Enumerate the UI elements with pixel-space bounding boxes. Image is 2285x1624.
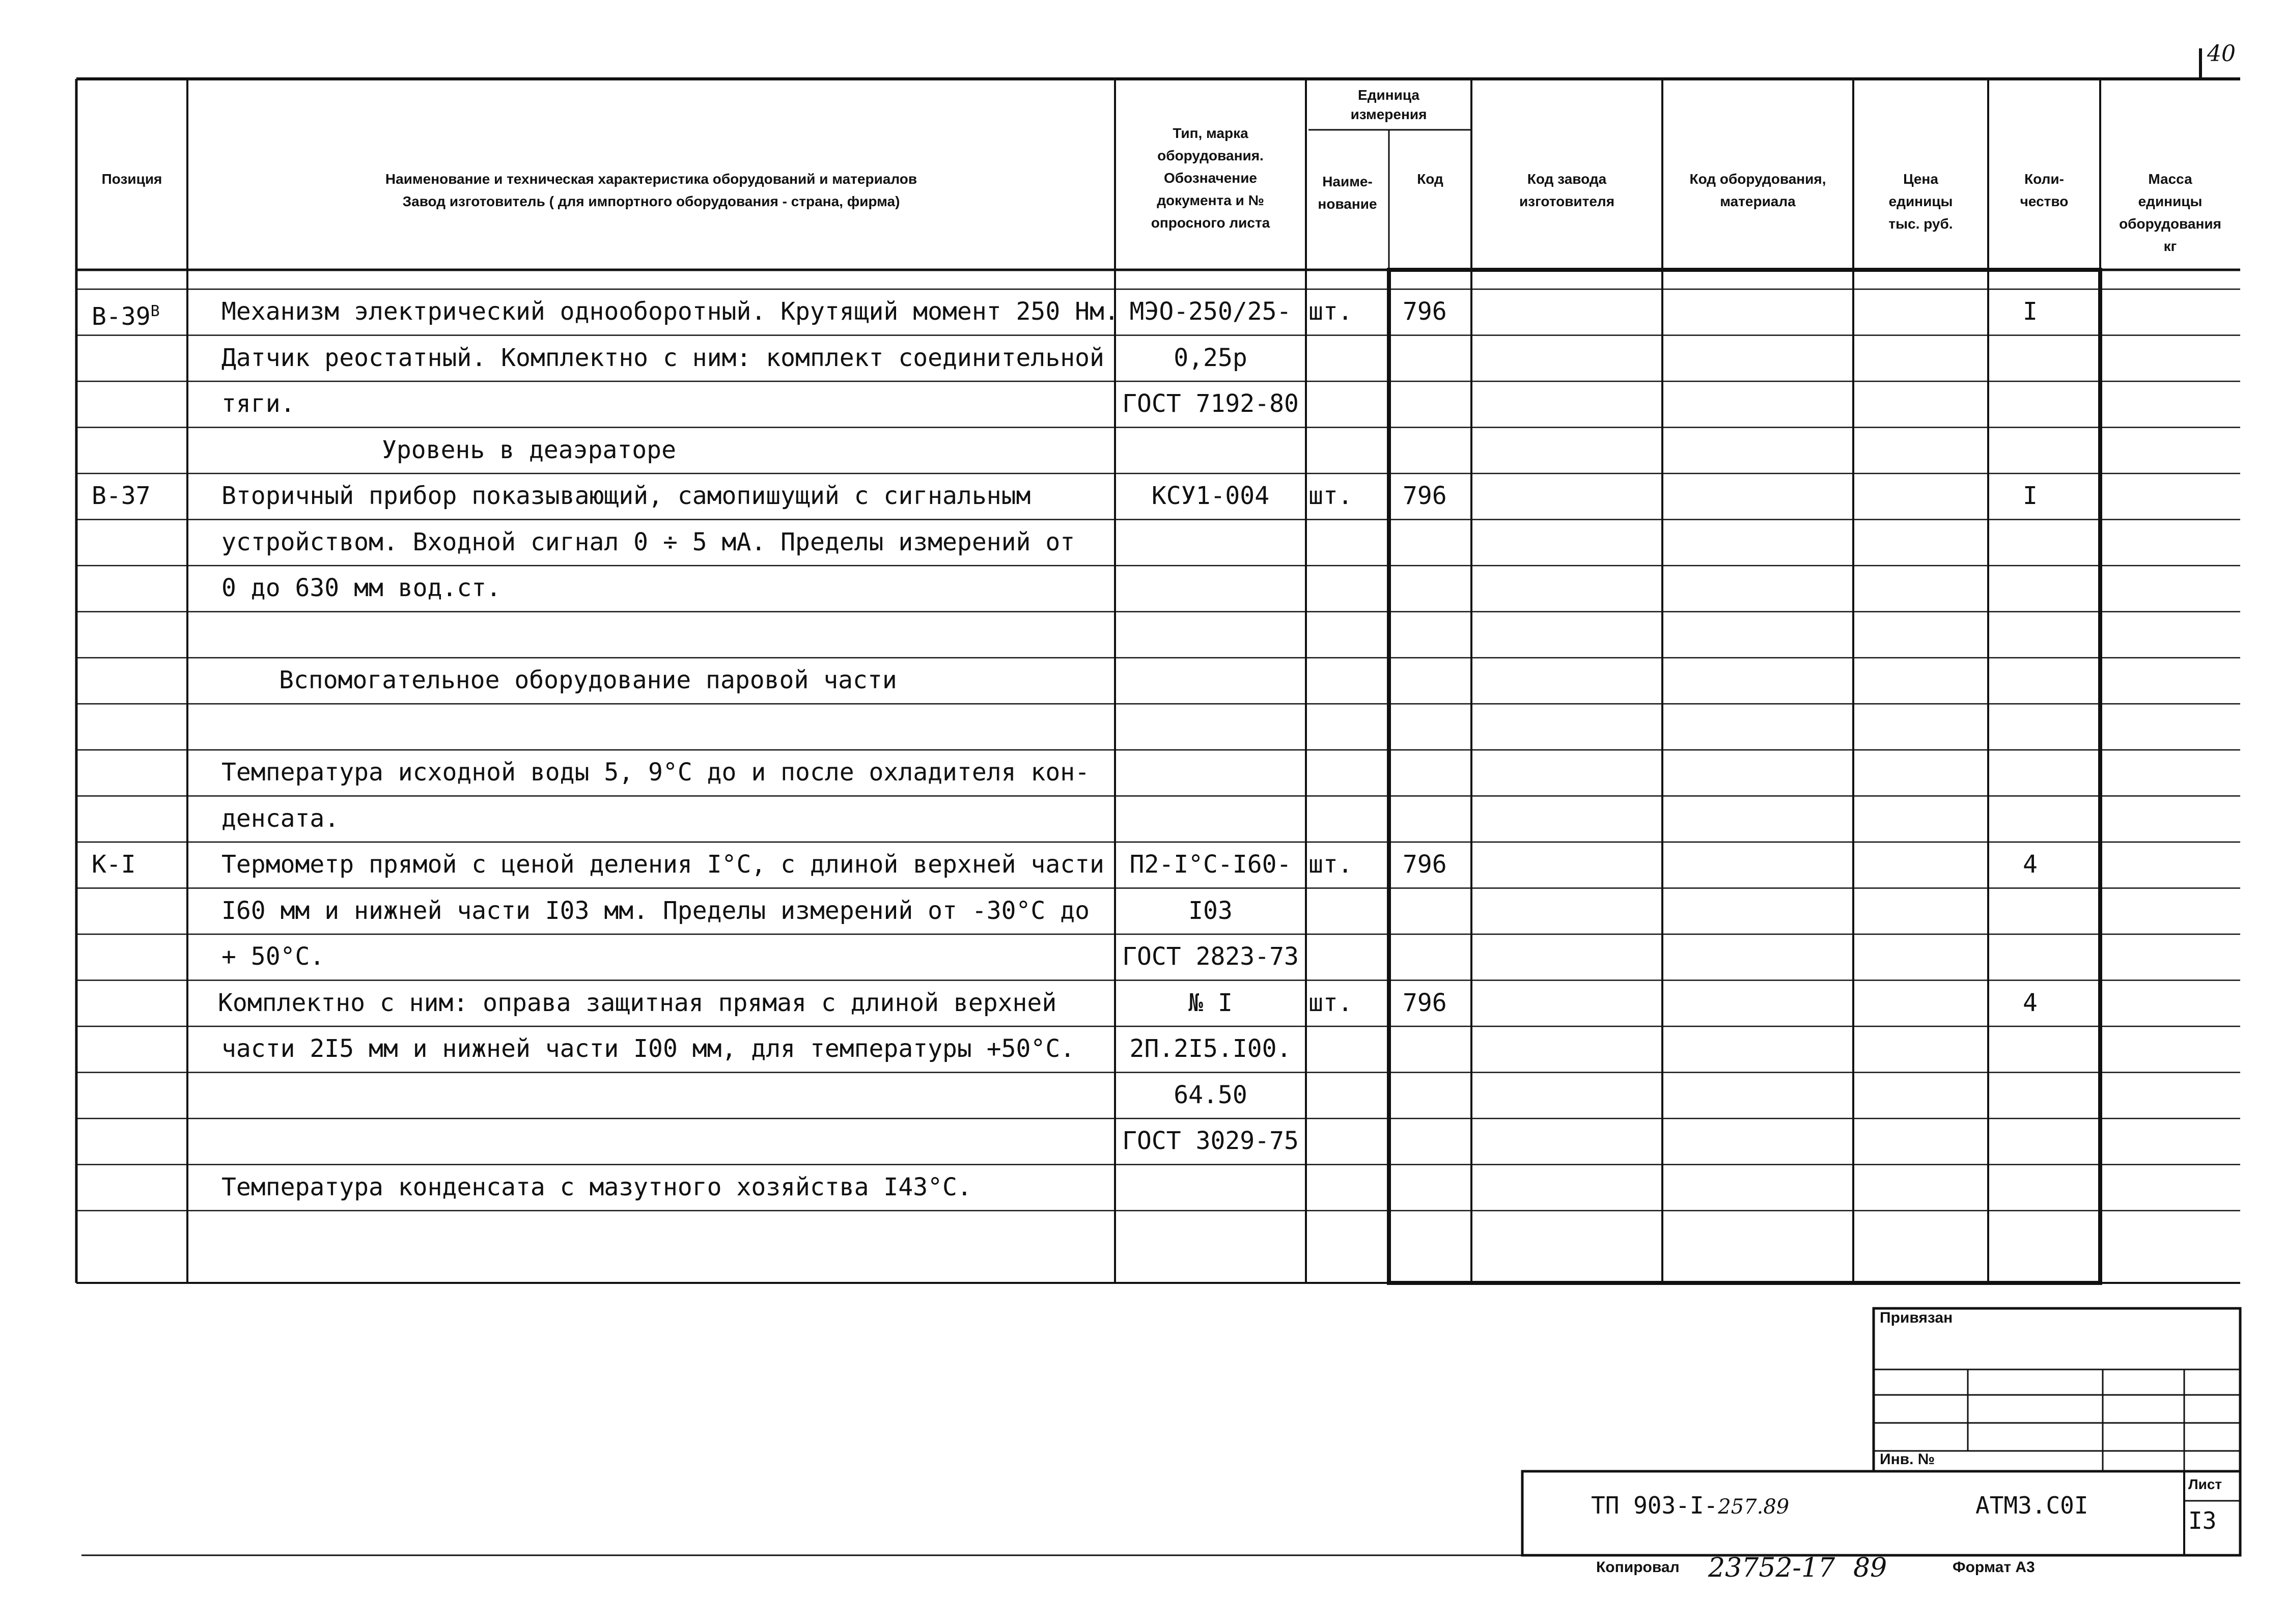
header-maker-code — [1471, 168, 1662, 213]
row-code: 796 — [1403, 297, 1447, 326]
header-type-line1: Тип, марка — [1173, 125, 1248, 141]
header-price-line2: единицы — [1888, 193, 1953, 209]
header-unit-name — [1306, 171, 1389, 215]
row-unit: шт. — [1308, 482, 1353, 510]
header-equip-code-line1: Код оборудования, — [1689, 171, 1826, 187]
header-unit-name-line1: Наиме- — [1322, 174, 1373, 189]
row-type: I03 — [1188, 896, 1233, 925]
stamp-bound-label: Привязан — [1880, 1309, 1953, 1326]
row-position: В-37 — [92, 482, 151, 510]
row-type: ГОСТ 7192-80 — [1122, 389, 1299, 418]
row-unit: шт. — [1308, 850, 1353, 879]
footer-copied-number: 23752-17 — [1708, 1553, 1835, 1583]
header-mass-line3: оборудования — [2119, 216, 2221, 232]
header-equip-code — [1662, 168, 1853, 213]
footer-copied-label: Копировал — [1596, 1559, 1680, 1576]
header-unit — [1306, 86, 1471, 124]
header-maker-code-line1: Код завода — [1527, 171, 1607, 187]
header-price-line1: Цена — [1903, 171, 1938, 187]
row-qty: I — [2023, 297, 2038, 326]
header-name-line2: Завод изготовитель ( для импортного оборудования - страна, фирма) — [402, 193, 900, 209]
row-name: устройством. Входной сигнал 0 ÷ 5 мА. Пределы измерений от — [221, 527, 1075, 556]
row-qty: 4 — [2023, 988, 2038, 1017]
row-type: 64.50 — [1174, 1080, 1247, 1109]
row-qty: I — [2023, 482, 2038, 510]
header-mass-line4: кг — [2163, 238, 2177, 254]
header-type-line3: Обозначение — [1163, 170, 1258, 186]
stamp-doc-number-printed: ТП 903-I- — [1591, 1492, 1718, 1519]
row-name: Датчик реостатный. Комплектно с ним: комплект соединительной — [221, 343, 1104, 372]
page-mark: 40 — [2207, 41, 2236, 67]
row-name: части 2I5 мм и нижней части I00 мм, для температуры +50°С. — [221, 1034, 1075, 1063]
row-type: ГОСТ 3029-75 — [1122, 1127, 1299, 1155]
header-qty-line1: Коли- — [2024, 171, 2064, 187]
row-type: П2-I°С-I60- — [1129, 850, 1292, 879]
row-name: Вспомогательное оборудование паровой части — [279, 666, 897, 694]
row-name: I60 мм и нижней части I03 мм. Пределы измерений от -30°С до — [221, 896, 1090, 925]
header-type-line4: документа и № — [1157, 192, 1264, 208]
row-name: тяги. — [221, 389, 295, 418]
row-type: 0,25р — [1174, 343, 1247, 372]
row-name: Уровень в деаэраторе — [382, 435, 676, 464]
row-code: 796 — [1403, 988, 1447, 1017]
stamp-inv-label: Инв. № — [1880, 1451, 1935, 1468]
header-qty-line2: чество — [2020, 193, 2069, 209]
footer-copied-year: 89 — [1853, 1553, 1887, 1583]
header-name — [187, 168, 1115, 213]
stamp-doc-number — [1591, 1492, 1789, 1519]
header-price-line3: тыс. руб. — [1888, 216, 1953, 232]
header-price — [1853, 168, 1988, 235]
stamp-sheet-number: I3 — [2188, 1507, 2217, 1534]
row-name: Температура исходной воды 5, 9°С до и после охладителя кон- — [221, 758, 1090, 787]
stamp-doc-code: АТМЗ.С0I — [1975, 1492, 2088, 1519]
header-unit-code: Код — [1417, 171, 1443, 187]
row-name: Температура конденсата с мазутного хозяйства I43°С. — [221, 1172, 972, 1201]
row-name: 0 до 630 мм вод.ст. — [221, 574, 501, 602]
row-name: Механизм электрический однооборотный. Крутящий момент 250 Нм. — [221, 297, 1119, 326]
row-type: МЭО-250/25- — [1129, 297, 1292, 326]
row-name: Комплектно с ним: оправа защитная прямая с длиной верхней — [218, 988, 1057, 1017]
header-position: Позиция — [101, 171, 162, 187]
header-equip-code-line2: материала — [1720, 193, 1796, 209]
row-type: № I — [1188, 988, 1233, 1017]
header-maker-code-line2: изготовителя — [1519, 193, 1615, 209]
row-position: К-I — [92, 850, 136, 879]
row-code: 796 — [1403, 850, 1447, 879]
footer-format: Формат А3 — [1953, 1559, 2035, 1576]
row-name: денсата. — [221, 804, 340, 833]
row-type: 2П.2I5.I00. — [1129, 1034, 1292, 1063]
row-name: Термометр прямой с ценой деления I°С, с длиной верхней части — [221, 850, 1104, 879]
row-position-sup: В — [150, 302, 160, 320]
header-type-line2: оборудования. — [1157, 148, 1264, 163]
row-type: КСУ1-004 — [1151, 482, 1270, 510]
row-qty: 4 — [2023, 850, 2038, 879]
row-name: + 50°С. — [221, 942, 325, 971]
header-mass-line1: Масса — [2148, 171, 2192, 187]
header-name-line1: Наименование и техническая характеристика оборудований и материалов — [385, 171, 917, 187]
row-unit: шт. — [1308, 988, 1353, 1017]
stamp-doc-number-handwritten: 257.89 — [1718, 1495, 1790, 1519]
header-unit-line1: Единица — [1358, 87, 1419, 103]
header-unit-line2: измерения — [1350, 106, 1427, 122]
row-name: Вторичный прибор показывающий, самопишущий с сигнальным — [221, 482, 1031, 510]
row-position: $В-39^В$ — [92, 302, 160, 331]
row-unit: шт. — [1308, 297, 1353, 326]
header-type-line5: опросного листа — [1151, 215, 1270, 231]
stamp-sheet-label: Лист — [2188, 1476, 2222, 1492]
row-code: 796 — [1403, 482, 1447, 510]
header-unit-name-line2: нование — [1318, 196, 1377, 212]
header-mass — [2100, 168, 2240, 258]
header-type — [1115, 122, 1306, 234]
header-mass-line2: единицы — [2138, 193, 2203, 209]
header-qty — [1988, 168, 2100, 213]
row-type: ГОСТ 2823-73 — [1122, 942, 1299, 971]
